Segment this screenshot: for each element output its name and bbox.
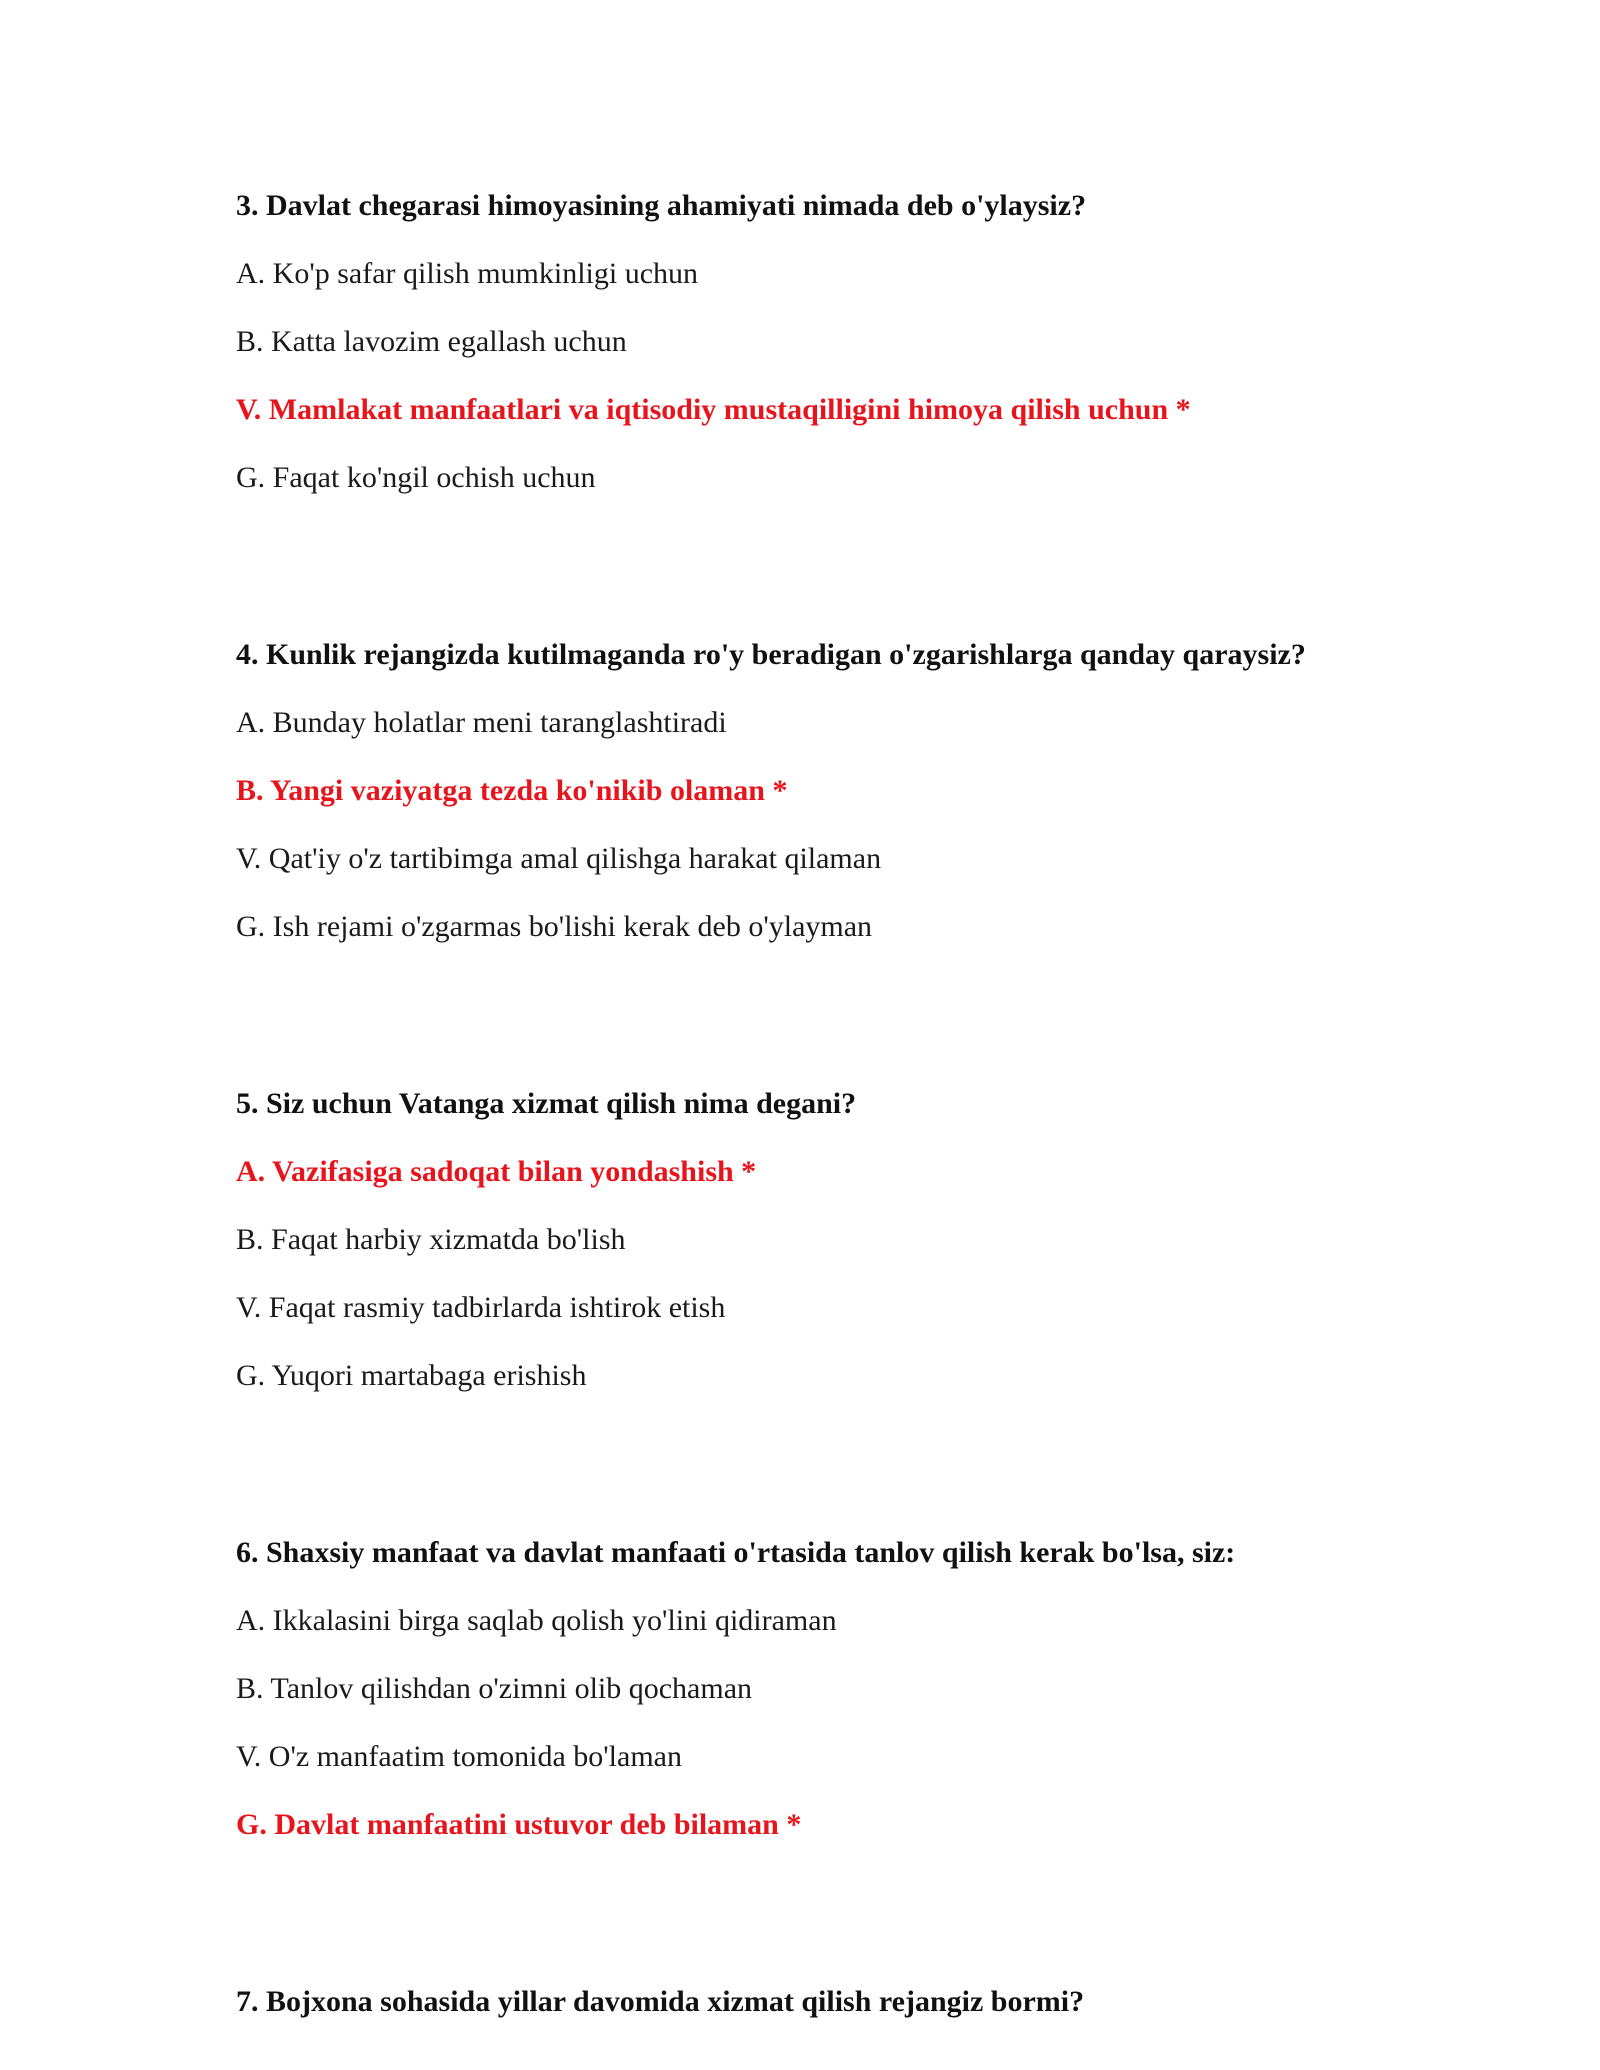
question-title: 7. Bojxona sohasida yillar davomida xizmat qilish rejangiz bormi?: [236, 1985, 1085, 2018]
correct-answer-option-a: A. Vazifasiga sadoqat bilan yondashish *: [236, 1155, 757, 1188]
question-title: 5. Siz uchun Vatanga xizmat qilish nima degani?: [236, 1087, 857, 1120]
correct-answer-option-v: V. Mamlakat manfaatlari va iqtisodiy mustaqilligini himoya qilish uchun *: [236, 393, 1191, 426]
answer-option-b: B. Faqat harbiy xizmatda bo'lish: [236, 1223, 626, 1256]
question-title: 3. Davlat chegarasi himoyasining ahamiyati nimada deb o'ylaysiz?: [236, 189, 1087, 222]
answer-option-b: B. Tanlov qilishdan o'zimni olib qochaman: [236, 1672, 753, 1705]
quiz-content: [236, 186, 1436, 2022]
correct-answer-option-b: B. Yangi vaziyatga tezda ko'nikib olaman *: [236, 774, 788, 807]
question-5: [236, 1084, 1436, 1396]
question-title: 6. Shaxsiy manfaat va davlat manfaati o'rtasida tanlov qilish kerak bo'lsa, siz:: [236, 1536, 1236, 1569]
answer-option-a: A. Ko'p safar qilish mumkinligi uchun: [236, 257, 699, 290]
answer-option-b: B. Katta lavozim egallash uchun: [236, 325, 627, 358]
question-title: 4. Kunlik rejangizda kutilmaganda ro'y beradigan o'zgarishlarga qanday qaraysiz?: [236, 638, 1306, 671]
answer-option-g: G. Yuqori martabaga erishish: [236, 1359, 587, 1392]
answer-option-a: A. Bunday holatlar meni taranglashtiradi: [236, 706, 727, 739]
answer-option-g: G. Faqat ko'ngil ochish uchun: [236, 461, 596, 494]
answer-option-v: V. O'z manfaatim tomonida bo'laman: [236, 1740, 682, 1773]
question-7: [236, 1982, 1436, 2022]
answer-option-v: V. Qat'iy o'z tartibimga amal qilishga harakat qilaman: [236, 842, 882, 875]
correct-answer-option-g: G. Davlat manfaatini ustuvor deb bilaman *: [236, 1808, 802, 1841]
answer-option-g: G. Ish rejami o'zgarmas bo'lishi kerak deb o'ylayman: [236, 910, 873, 943]
question-4: [236, 635, 1436, 947]
question-6: [236, 1533, 1436, 1845]
question-3: [236, 186, 1436, 498]
answer-option-a: A. Ikkalasini birga saqlab qolish yo'lini qidiraman: [236, 1604, 837, 1637]
answer-option-v: V. Faqat rasmiy tadbirlarda ishtirok etish: [236, 1291, 726, 1324]
